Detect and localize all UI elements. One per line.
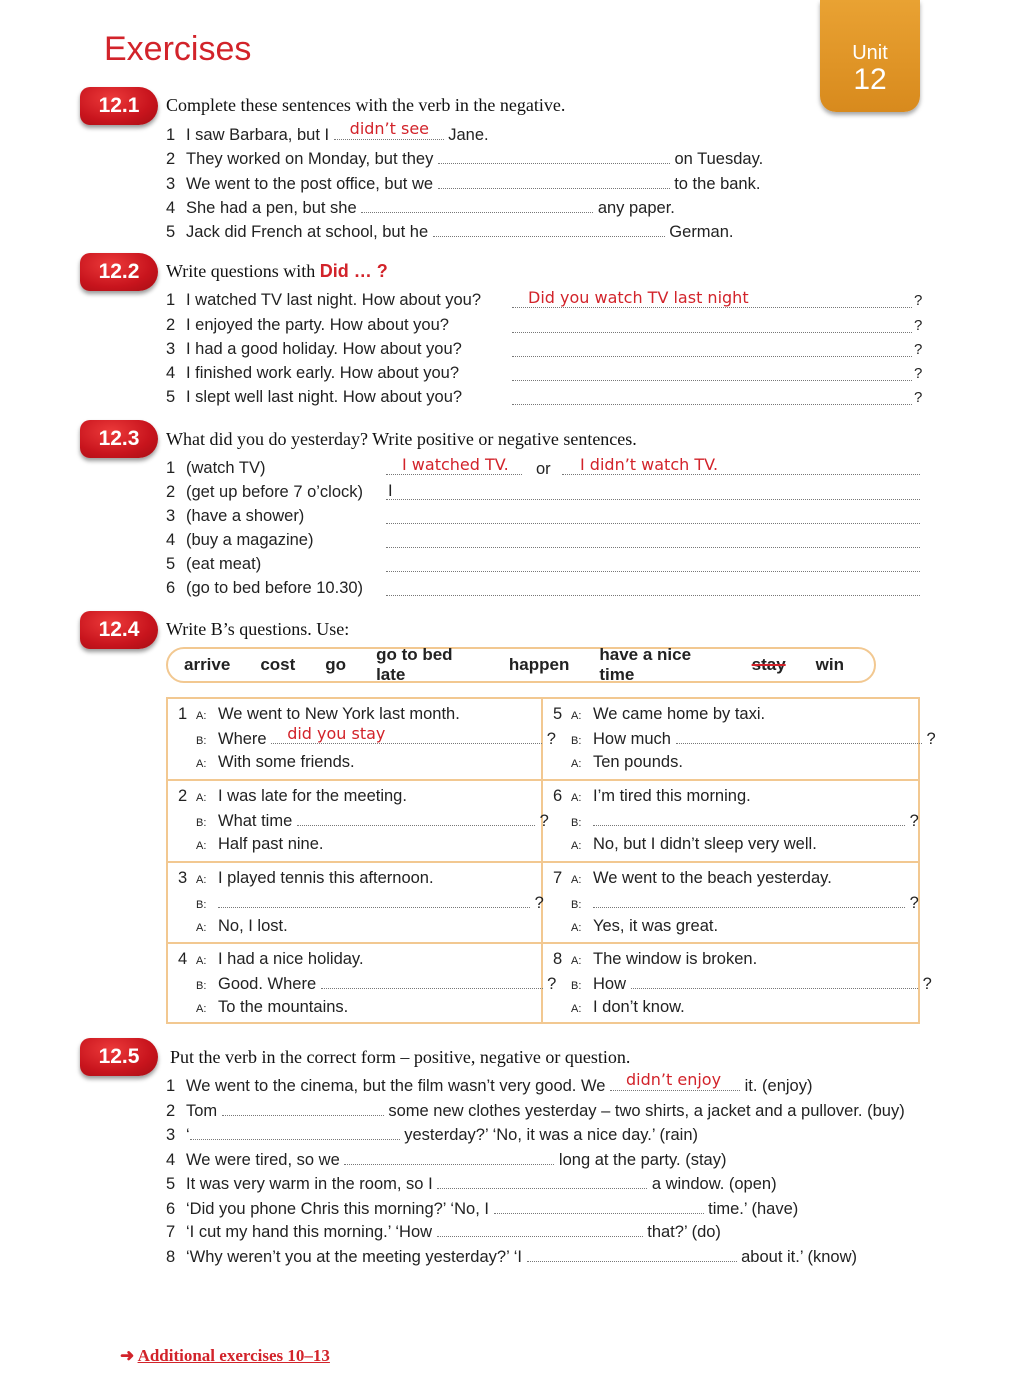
- item-text: (buy a magazine): [186, 531, 314, 549]
- dialogue-text: I had a nice holiday.: [218, 950, 364, 968]
- answer-line[interactable]: [562, 455, 920, 475]
- answer-blank[interactable]: [494, 1198, 704, 1214]
- exercise-item: [166, 339, 462, 361]
- question-mark: ?: [914, 365, 923, 382]
- item-number: 3: [166, 175, 176, 193]
- verb-hint: (have): [751, 1200, 799, 1218]
- exercise-item: [166, 315, 449, 337]
- exercise-item: [166, 1070, 813, 1097]
- item-text: I slept well last night. How about you?: [186, 388, 463, 406]
- dialogue-cell: [168, 781, 549, 863]
- speaker-b: B:: [196, 817, 207, 829]
- dialogue-cell: [168, 944, 557, 1024]
- dialogue-line-a: [553, 950, 757, 970]
- question-mark: ?: [542, 730, 556, 748]
- exercise-item: [166, 173, 760, 195]
- speaker-a: A:: [571, 955, 582, 967]
- exercise-item: [166, 1221, 721, 1243]
- answer-line[interactable]: [386, 578, 920, 596]
- exercise-item: [166, 1100, 905, 1122]
- verb-hint: (stay): [685, 1151, 727, 1169]
- answer-line[interactable]: [512, 363, 912, 381]
- answer-blank[interactable]: [610, 1070, 740, 1091]
- exercise-badge-12-5: 12.5: [80, 1038, 158, 1076]
- question-mark: ?: [535, 812, 549, 830]
- word-option: stay: [751, 655, 786, 674]
- dialogue-text: The window is broken.: [593, 950, 758, 968]
- exercise-item: [166, 530, 313, 552]
- speaker-a: A:: [571, 792, 582, 804]
- item-number: 5: [166, 1175, 176, 1193]
- dialogue-line-a: [178, 950, 364, 970]
- item-text: yesterday?’ ‘No, it was a nice day.’: [399, 1126, 660, 1144]
- exercise-item: [166, 578, 363, 600]
- item-text: I saw Barbara, but I: [186, 126, 334, 144]
- answer-blank[interactable]: [676, 729, 922, 744]
- item-number: 6: [166, 1200, 176, 1218]
- speaker-b: B:: [571, 735, 582, 747]
- item-number: 4: [178, 950, 188, 968]
- speaker-a: A:: [196, 758, 207, 770]
- item-text: I watched TV last night. How about you?: [186, 291, 482, 309]
- speaker-a: A:: [196, 874, 207, 886]
- dialogue-line-a: [178, 787, 407, 807]
- question-mark: ?: [905, 894, 919, 912]
- dialogue-line-a: [553, 753, 683, 773]
- item-text: it.: [740, 1077, 763, 1095]
- dialogue-text: With some friends.: [218, 753, 355, 771]
- answer-blank[interactable]: [361, 197, 593, 213]
- line-start: I: [388, 482, 393, 500]
- dialogue-line-a: [553, 705, 765, 725]
- dialogue-text: I’m tired this morning.: [593, 787, 751, 805]
- item-number: 1: [166, 291, 176, 309]
- exercise-badge-12-3: 12.3: [80, 420, 158, 458]
- answer-positive: I watched TV.: [402, 455, 509, 474]
- item-number: 1: [166, 1077, 176, 1095]
- dialogue-line-a: [178, 998, 348, 1018]
- item-text: that?’: [642, 1223, 692, 1241]
- instruction-keyword: Did … ?: [319, 261, 388, 281]
- item-text: some new clothes yesterday – two shirts, a jacket and a pullover.: [383, 1102, 868, 1120]
- answer-line[interactable]: [386, 482, 920, 500]
- dialogue-line-b: [178, 893, 544, 913]
- item-number: 1: [178, 705, 188, 723]
- dialogue-line-a: [178, 869, 434, 889]
- handwritten-answer: didn’t enjoy: [626, 1070, 722, 1089]
- item-text: They worked on Monday, but they: [186, 150, 438, 168]
- dialogue-line-b: [553, 893, 919, 913]
- dialogue-cell: [543, 863, 918, 944]
- dialogue-text: I played tennis this afternoon.: [218, 869, 434, 887]
- dialogue-line-a: [178, 753, 355, 773]
- item-number: 6: [166, 579, 176, 597]
- dialogue-line-a: [178, 917, 288, 937]
- item-number: 4: [166, 364, 176, 382]
- question-mark: ?: [914, 389, 923, 406]
- item-number: 8: [553, 950, 563, 968]
- exercise-item: [166, 1246, 857, 1268]
- speaker-b: B:: [571, 899, 582, 911]
- or-label: or: [536, 460, 551, 478]
- dialogue-line-b: [553, 729, 936, 749]
- item-text: Jack did French at school, but he: [186, 223, 433, 241]
- question-mark: ?: [905, 812, 919, 830]
- item-text: time.’: [703, 1200, 752, 1218]
- item-text: about it.’: [736, 1248, 808, 1266]
- speaker-a: A:: [196, 922, 207, 934]
- exercise-badge-12-4: 12.4: [80, 611, 158, 649]
- exercise-item: [166, 119, 489, 146]
- footer-link[interactable]: [120, 1346, 330, 1366]
- handwritten-answer: did you stay: [287, 724, 386, 743]
- item-text: any paper.: [593, 199, 675, 217]
- dialogue-line-a: [553, 998, 685, 1018]
- verb-hint: (rain): [659, 1126, 699, 1144]
- item-text: (watch TV): [186, 459, 266, 477]
- item-number: 5: [166, 555, 176, 573]
- word-option: win: [815, 655, 844, 674]
- instruction-text: Write questions with: [166, 261, 316, 281]
- unit-label: Unit: [852, 42, 888, 64]
- speaker-a: A:: [571, 1003, 582, 1015]
- speaker-a: A:: [571, 758, 582, 770]
- dialogue-text: We came home by taxi.: [593, 705, 766, 723]
- answer-blank[interactable]: [437, 1221, 643, 1237]
- dialogue-text: We went to New York last month.: [218, 705, 460, 723]
- item-number: 3: [178, 869, 188, 887]
- item-text: to the bank.: [669, 175, 761, 193]
- dialogue-cell: [543, 781, 918, 863]
- speaker-a: A:: [196, 792, 207, 804]
- answer-blank[interactable]: [218, 893, 530, 908]
- exercise-item: [166, 221, 734, 243]
- dialogue-line-a: [553, 917, 718, 937]
- dialogue-line-b: [178, 974, 556, 994]
- answer-blank[interactable]: [433, 221, 665, 237]
- dialogue-text: Yes, it was great.: [593, 917, 719, 935]
- speaker-a: A:: [571, 922, 582, 934]
- item-number: 7: [166, 1223, 176, 1241]
- handwritten-answer: didn’t see: [349, 119, 430, 138]
- exercise-item: [166, 482, 363, 504]
- additional-exercises-link[interactable]: Additional exercises 10–13: [137, 1346, 330, 1365]
- answer-blank[interactable]: [631, 974, 918, 989]
- item-text: a window.: [647, 1175, 729, 1193]
- dialogue-cell: [543, 699, 936, 781]
- dialogue-line-a: [553, 869, 832, 889]
- word-box: [166, 647, 876, 683]
- item-text: I finished work early. How about you?: [186, 364, 459, 382]
- dialogue-line-b: [178, 724, 556, 749]
- item-number: 1: [166, 126, 176, 144]
- item-number: 4: [166, 531, 176, 549]
- answer-blank[interactable]: [321, 974, 543, 989]
- exercise-item: [166, 387, 462, 409]
- answer-negative: I didn’t watch TV.: [580, 455, 719, 474]
- dialogue-cell: [168, 863, 543, 944]
- speaker-a: A:: [196, 710, 207, 722]
- page-title: Exercises: [104, 30, 252, 68]
- item-number: 4: [166, 199, 176, 217]
- exercise-item: [166, 290, 481, 312]
- dialogue-line-a: [178, 835, 323, 855]
- answer-line[interactable]: [512, 315, 912, 333]
- exercise-item: [166, 1124, 698, 1146]
- verb-hint: (open): [728, 1175, 777, 1193]
- item-number: 3: [166, 507, 176, 525]
- item-text: ‘: [186, 1126, 190, 1144]
- item-text: I had a good holiday. How about you?: [186, 340, 462, 358]
- dialogue-line-b: [178, 811, 549, 831]
- verb-hint: (do): [691, 1223, 721, 1241]
- speaker-a: A:: [571, 710, 582, 722]
- question-mark: ?: [914, 292, 923, 309]
- item-text: We went to the cinema, but the film wasn’t very good. We: [186, 1077, 611, 1095]
- dialogue-line-a: [553, 835, 817, 855]
- item-text: long at the party.: [554, 1151, 686, 1169]
- exercise-item: [166, 1149, 726, 1171]
- answer-blank[interactable]: [222, 1100, 384, 1116]
- word-option: go to bed late: [376, 645, 453, 684]
- answer-blank[interactable]: [190, 1124, 400, 1140]
- dialogue-line-b: [553, 974, 932, 994]
- dialogue-text: Half past nine.: [218, 835, 324, 853]
- arrow-icon: ➜: [120, 1346, 135, 1365]
- item-number: 5: [166, 223, 176, 241]
- answer-line[interactable]: [386, 506, 920, 524]
- answer-blank[interactable]: [297, 811, 535, 826]
- item-text: She had a pen, but she: [186, 199, 362, 217]
- item-text: German.: [664, 223, 734, 241]
- dialogue-text: How: [593, 975, 631, 993]
- dialogue-line-a: [553, 787, 751, 807]
- exercise-item: [166, 363, 459, 385]
- dialogue-text: I don’t know.: [593, 998, 685, 1016]
- answer-line[interactable]: [512, 339, 912, 357]
- item-text: (go to bed before 10.30): [186, 579, 364, 597]
- item-number: 3: [166, 340, 176, 358]
- item-number: 5: [166, 388, 176, 406]
- speaker-a: A:: [196, 840, 207, 852]
- question-mark: ?: [914, 341, 923, 358]
- question-mark: ?: [914, 317, 923, 334]
- dialogue-text: I was late for the meeting.: [218, 787, 407, 805]
- dialogue-text: Ten pounds.: [593, 753, 683, 771]
- speaker-b: B:: [196, 980, 207, 992]
- dialogue-grid: [166, 697, 936, 1024]
- exercise-item: [166, 458, 265, 480]
- item-text: ‘I cut my hand this morning.’ ‘How: [186, 1223, 437, 1241]
- question-mark: ?: [542, 975, 557, 993]
- speaker-a: A:: [571, 840, 582, 852]
- item-text: ‘Why weren’t you at the meeting yesterday?’ ‘I: [186, 1248, 527, 1266]
- dialogue-text: How much: [593, 730, 676, 748]
- speaker-a: A:: [196, 1003, 207, 1015]
- dialogue-line-b: [553, 811, 919, 831]
- exercise-instruction: Complete these sentences with the verb in the negative.: [166, 95, 566, 115]
- answer-blank[interactable]: [527, 1246, 737, 1262]
- question-mark: ?: [917, 975, 932, 993]
- item-text: We went to the post office, but we: [186, 175, 438, 193]
- answer-line[interactable]: [386, 455, 522, 475]
- item-text: (have a shower): [186, 507, 305, 525]
- unit-tab: [820, 0, 920, 112]
- word-option: have a nice time: [599, 645, 692, 684]
- speaker-a: A:: [196, 955, 207, 967]
- answer-blank[interactable]: [437, 1173, 647, 1189]
- word-option: happen: [508, 655, 570, 674]
- dialogue-text: Where: [218, 730, 272, 748]
- question-mark: ?: [530, 894, 544, 912]
- dialogue-text: No, but I didn’t sleep very well.: [593, 835, 817, 853]
- item-text: ‘Did you phone Chris this morning?’ ‘No, I: [186, 1200, 494, 1218]
- word-option: go: [325, 655, 347, 674]
- dialogue-cell: [543, 944, 932, 1024]
- item-number: 5: [553, 705, 563, 723]
- verb-hint: (buy): [867, 1102, 905, 1120]
- verb-hint: (enjoy): [762, 1077, 813, 1095]
- answer-blank[interactable]: [593, 893, 905, 908]
- dialogue-text: No, I lost.: [218, 917, 288, 935]
- exercise-instruction: Put the verb in the correct form – positive, negative or question.: [170, 1047, 631, 1067]
- answer-blank[interactable]: [438, 173, 670, 189]
- speaker-a: A:: [571, 874, 582, 886]
- exercise-item: [166, 1173, 777, 1195]
- answer-line[interactable]: [512, 387, 912, 405]
- answer-blank[interactable]: [438, 148, 670, 164]
- exercise-instruction: What did you do yesterday? Write positive or negative sentences.: [166, 429, 637, 449]
- item-text: (eat meat): [186, 555, 262, 573]
- item-text: We were tired, so we: [186, 1151, 345, 1169]
- item-number: 2: [178, 787, 188, 805]
- dialogue-text: To the mountains.: [218, 998, 349, 1016]
- speaker-b: B:: [196, 735, 207, 747]
- speaker-b: B:: [571, 980, 582, 992]
- word-option: arrive: [184, 655, 231, 674]
- answer-line[interactable]: [386, 554, 920, 572]
- exercise-item: [166, 506, 304, 528]
- dialogue-text: What time: [218, 812, 297, 830]
- exercise-instruction: [166, 261, 388, 282]
- answer-blank[interactable]: [593, 811, 905, 826]
- exercise-item: [166, 554, 261, 576]
- item-text: Jane.: [443, 126, 489, 144]
- exercise-badge-12-2: 12.2: [80, 253, 158, 291]
- item-number: 8: [166, 1248, 176, 1266]
- dialogue-cell: [168, 699, 556, 781]
- answer-blank[interactable]: [334, 119, 444, 140]
- item-number: 2: [166, 483, 176, 501]
- exercise-instruction: Write B’s questions. Use:: [166, 619, 350, 639]
- answer-blank[interactable]: [271, 724, 542, 744]
- item-number: 3: [166, 1126, 176, 1144]
- exercise-item: [166, 148, 763, 170]
- item-number: 1: [166, 459, 176, 477]
- item-text: on Tuesday.: [669, 150, 764, 168]
- unit-number: 12: [853, 63, 887, 96]
- speaker-b: B:: [571, 817, 582, 829]
- item-text: Tom: [186, 1102, 222, 1120]
- handwritten-answer: Did you watch TV last night: [528, 288, 749, 307]
- item-number: 2: [166, 316, 176, 334]
- answer-line[interactable]: [512, 290, 912, 308]
- answer-blank[interactable]: [344, 1149, 554, 1165]
- item-number: 6: [553, 787, 563, 805]
- item-text: It was very warm in the room, so I: [186, 1175, 438, 1193]
- item-number: 2: [166, 1102, 176, 1120]
- exercise-badge-12-1: 12.1: [80, 87, 158, 125]
- item-text: I enjoyed the party. How about you?: [186, 316, 449, 334]
- verb-hint: (know): [807, 1248, 857, 1266]
- item-number: 4: [166, 1151, 176, 1169]
- exercise-item: [166, 197, 675, 219]
- item-number: 7: [553, 869, 563, 887]
- word-option: cost: [260, 655, 296, 674]
- exercise-item: [166, 1198, 798, 1220]
- dialogue-line-a: [178, 705, 460, 725]
- dialogue-text: Good. Where: [218, 975, 321, 993]
- answer-line[interactable]: [386, 530, 920, 548]
- question-mark: ?: [921, 730, 936, 748]
- dialogue-text: We went to the beach yesterday.: [593, 869, 832, 887]
- item-text: (get up before 7 o’clock): [186, 483, 364, 501]
- item-number: 2: [166, 150, 176, 168]
- speaker-b: B:: [196, 899, 207, 911]
